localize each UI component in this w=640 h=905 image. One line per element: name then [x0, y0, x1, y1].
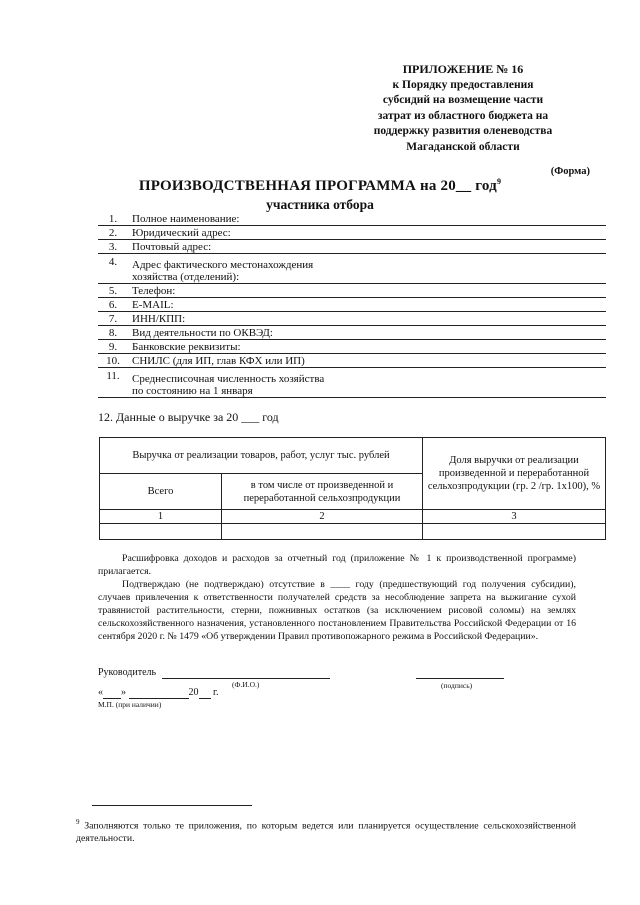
row-label [128, 254, 606, 284]
row-label: Полное наименование: [128, 212, 606, 226]
row-number: 4. [98, 254, 128, 284]
revenue-heading: 12. Данные о выручке за 20 ___ год [98, 410, 279, 424]
document-title [0, 177, 640, 195]
row-label-line: Среднесписочная численность хозяйства [132, 373, 325, 385]
info-row [98, 240, 606, 254]
row-label: Вид деятельности по ОКВЭД: [128, 326, 606, 340]
row-number: 9. [98, 340, 128, 354]
footnote-number: 9 [76, 818, 80, 826]
table-cell-incl[interactable] [222, 524, 423, 540]
appendix-line: Магаданской области [406, 140, 520, 153]
row-label [128, 368, 606, 398]
info-row [98, 226, 606, 240]
head-label: Руководитель [98, 667, 157, 678]
column-number: 2 [222, 510, 423, 524]
info-row [98, 312, 606, 326]
row-number: 10. [98, 354, 128, 368]
date-year-suffix: г. [213, 687, 219, 698]
info-row [98, 368, 606, 398]
col-share-header: Доля выручки от реализации произведенной и переработанной сельхозпродукции (гр. 2 /гр. 1х100), % [423, 438, 606, 510]
date-month-field[interactable] [129, 687, 189, 699]
signature-caption: (подпись) [441, 681, 473, 690]
row-label-line: хозяйства (отделений): [132, 271, 240, 283]
date-line [98, 687, 218, 699]
row-number: 2. [98, 226, 128, 240]
appendix-line: затрат из областного бюджета на [377, 109, 549, 122]
info-row [98, 212, 606, 226]
column-number: 3 [423, 510, 606, 524]
table-header-row [100, 438, 606, 474]
row-label-line: по состоянию на 1 января [132, 385, 253, 397]
appendix-block [348, 62, 578, 155]
row-number: 7. [98, 312, 128, 326]
form-label: (Форма) [550, 166, 590, 177]
row-number: 1. [98, 212, 128, 226]
head-name-line[interactable] [162, 678, 330, 679]
footnote [76, 816, 576, 845]
row-label-line: Адрес фактического местонахождения [132, 259, 314, 271]
revenue-table [99, 437, 606, 540]
title-line-1: ПРОИЗВОДСТВЕННАЯ ПРОГРАММА на 20__ год [138, 178, 497, 194]
row-label: СНИЛС (для ИП, глав КФХ или ИП) [128, 354, 606, 368]
paragraph-confirmation: Подтверждаю (не подтверждаю) отсутствие в ____ году (предшествующий год получения субсидии), случаев привлечения к ответственности получателей средств за несоблюдение запрета на выжигание сухой травянистой растительности, стерни, пожнивных остатков (за исключением рисовой соломы) на землях сельскохозяйственного назначения, установленного постановлением Правительства Российской Федерации от 16 сентября 2020 г. № 1479 «Об утверждении Правил противопожарного режима в Российской Федерации». [98, 579, 576, 642]
row-number: 5. [98, 284, 128, 298]
footnote-text: Заполняются только те приложения, по которым ведется или планируется осуществление сельскохозяйственной деятельности. [76, 820, 576, 845]
column-number: 1 [100, 510, 222, 524]
date-quote-close: » [121, 687, 126, 698]
row-label: Банковские реквизиты: [128, 340, 606, 354]
info-row [98, 284, 606, 298]
info-row [98, 326, 606, 340]
appendix-title: ПРИЛОЖЕНИЕ № 16 [402, 62, 524, 76]
row-label: ИНН/КПП: [128, 312, 606, 326]
appendix-line: к Порядку предоставления [392, 78, 534, 91]
footnote-separator [92, 805, 252, 806]
document-subtitle: участника отбора [266, 197, 374, 212]
table-cell-total[interactable] [100, 524, 222, 540]
info-row [98, 340, 606, 354]
row-number: 6. [98, 298, 128, 312]
column-number-row [100, 510, 606, 524]
info-row [98, 254, 606, 284]
col-total-header: Всего [100, 474, 222, 510]
date-year-field[interactable] [199, 687, 211, 699]
info-fields-table [98, 212, 606, 398]
date-year-prefix: 20 [188, 687, 199, 698]
paragraph-decoding: Расшифровка доходов и расходов за отчетный год (приложение № 1 к производственной программе) прилагается. [98, 553, 576, 577]
row-label: Почтовый адрес: [128, 240, 606, 254]
fio-caption: (Ф.И.О.) [232, 680, 260, 689]
appendix-line: субсидий на возмещение части [382, 94, 544, 106]
row-label: Юридический адрес: [128, 226, 606, 240]
info-row [98, 298, 606, 312]
date-quote-open: « [98, 687, 103, 698]
col-group-header: Выручка от реализации товаров, работ, услуг тыс. рублей [100, 438, 423, 474]
row-number: 3. [98, 240, 128, 254]
table-row [100, 524, 606, 540]
col-incl-header: в том числе от произведенной и переработанной сельхозпродукции [222, 474, 423, 510]
signature-line[interactable] [416, 678, 504, 679]
seal-caption: М.П. (при наличии) [98, 700, 162, 709]
row-number: 11. [98, 368, 128, 398]
info-row [98, 354, 606, 368]
appendix-line: поддержку развития оленеводства [373, 125, 553, 137]
row-number: 8. [98, 326, 128, 340]
row-label: E-MAIL: [128, 298, 606, 312]
row-label: Телефон: [128, 284, 606, 298]
table-cell-share[interactable] [423, 524, 606, 540]
footnote-mark: 9 [496, 177, 502, 186]
date-day-field[interactable] [103, 687, 121, 699]
